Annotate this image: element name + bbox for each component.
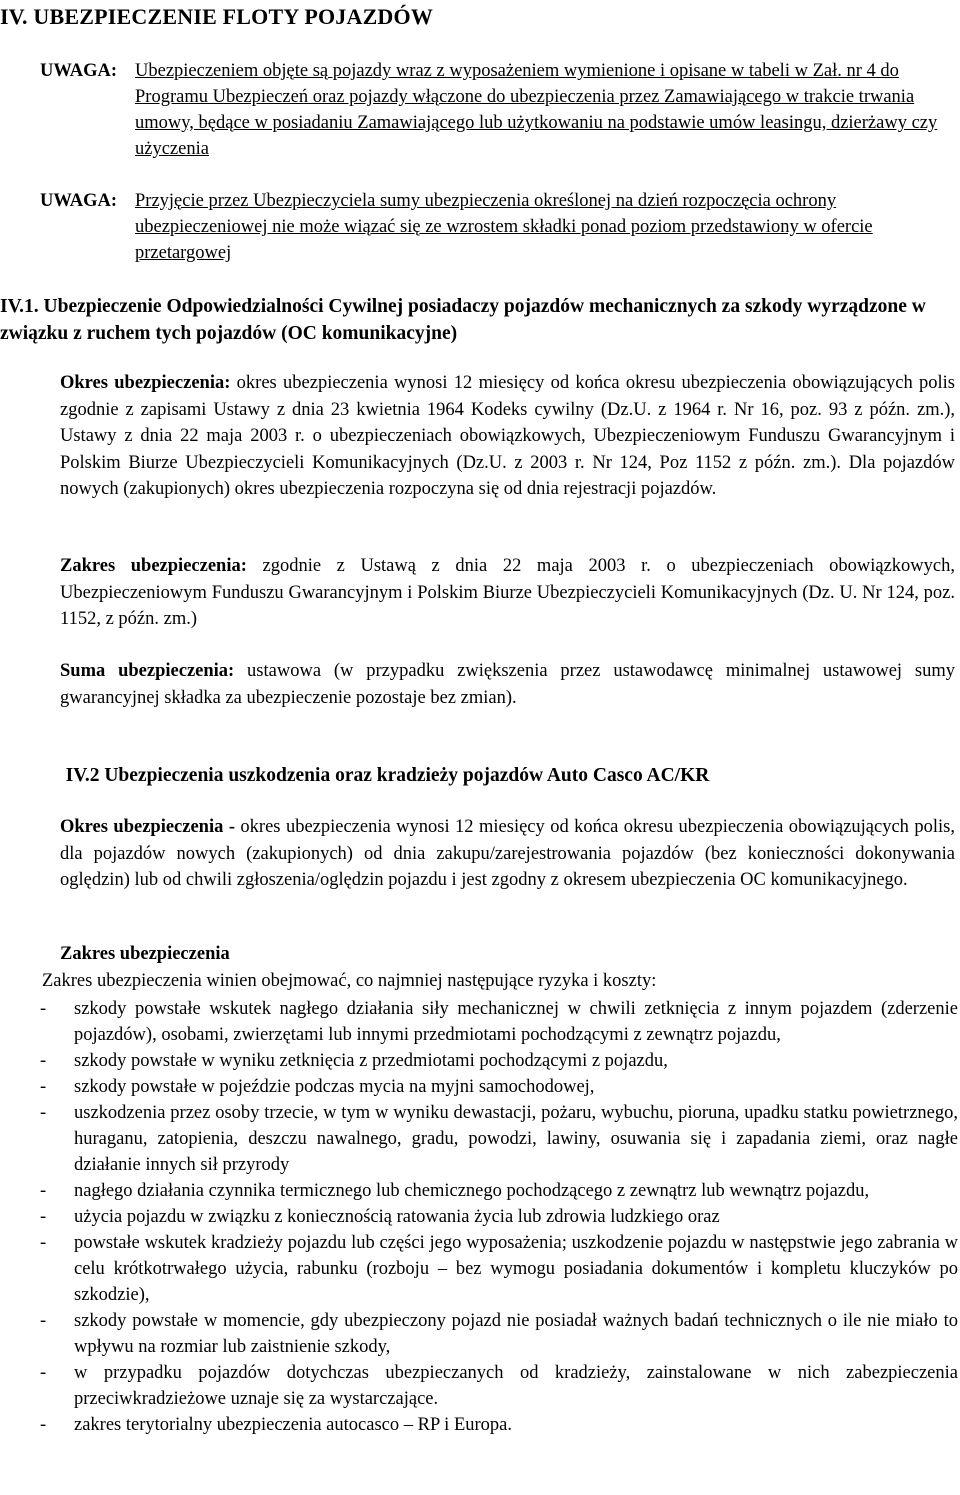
section-2-heading: IV.2 Ubezpieczenia uszkodzenia oraz kradzieży pojazdów Auto Casco AC/KR bbox=[65, 765, 710, 786]
list-dash: - bbox=[40, 1233, 47, 1253]
list-item bbox=[40, 1100, 958, 1178]
list-dash: - bbox=[40, 999, 47, 1019]
sec2-zakres-intro: Zakres ubezpieczenia winien obejmować, co najmniej następujące ryzyka i koszty: bbox=[42, 971, 657, 991]
page-heading: IV. UBEZPIECZENIE FLOTY POJAZDÓW bbox=[0, 4, 434, 29]
list-item-text: szkody powstałe w pojeździe podczas mycia na myjni samochodowej, bbox=[74, 1077, 595, 1097]
list-item-text: szkody powstałe wskutek nagłego działania siły mechanicznej w chwili zetknięcia z innym pojazdem (zderzenie pojazdów), osobami, zwierzętami lub innymi przedmiotami pochodzącymi z zewnątrz pojazdu, bbox=[74, 999, 958, 1045]
list-dash: - bbox=[40, 1311, 47, 1331]
list-item bbox=[40, 1048, 958, 1074]
list-item-text: w przypadku pojazdów dotychczas ubezpieczanych od kradzieży, zainstalowane w nich zabezpieczenia przeciwkradzieżowe uznaje się za wystarczające. bbox=[74, 1363, 958, 1409]
note-1 bbox=[40, 58, 940, 162]
list-item bbox=[40, 1074, 958, 1100]
sec2-okres-label: Okres ubezpieczenia - bbox=[60, 817, 235, 837]
note-2 bbox=[40, 188, 940, 266]
list-dash: - bbox=[40, 1181, 47, 1201]
list-dash: - bbox=[40, 1363, 47, 1383]
list-item bbox=[40, 1412, 958, 1438]
list-item-text: szkody powstałe w momencie, gdy ubezpieczony pojazd nie posiadał ważnych badań technicznych o ile nie miało to wpływu na rozmiar lub zaistnienie szkody, bbox=[74, 1311, 958, 1357]
list-item-text: nagłego działania czynnika termicznego lub chemicznego pochodzącego z zewnątrz lub wewnątrz pojazdu, bbox=[74, 1181, 870, 1201]
risk-list bbox=[40, 996, 958, 1438]
list-dash: - bbox=[40, 1103, 47, 1123]
list-item-text: szkody powstałe w wyniku zetknięcia z przedmiotami pochodzącymi z pojazdu, bbox=[74, 1051, 668, 1071]
sec1-zakres-label: Zakres ubezpieczenia: bbox=[60, 556, 247, 576]
list-item bbox=[40, 1204, 958, 1230]
sec1-okres-label: Okres ubezpieczenia: bbox=[60, 373, 231, 393]
list-item-text: uszkodzenia przez osoby trzecie, w tym w wyniku dewastacji, pożaru, wybuchu, pioruna, upadku statku powietrznego, huraganu, zatopienia, deszczu nawalnego, gradu, powodzi, lawiny, osuwania się i zapadania ziemi, oraz nagłe działanie innych sił przyrody bbox=[74, 1103, 958, 1175]
note-1-text: Ubezpieczeniem objęte są pojazdy wraz z wyposażeniem wymienione i opisane w tabeli w Zał. nr 4 do Programu Ubezpieczeń oraz pojazdy włączone do ubezpieczenia przez Zamawiającego w trakcie trwania umowy, będące w posiadaniu Zamawiającego lub użytkowaniu na podstawie umów leasingu, dzierżawy czy użyczenia bbox=[135, 61, 938, 159]
list-dash: - bbox=[40, 1077, 47, 1097]
list-item-text: zakres terytorialny ubezpieczenia autocasco – RP i Europa. bbox=[74, 1415, 512, 1435]
sec1-suma-paragraph bbox=[60, 658, 955, 711]
note-2-label: UWAGA: bbox=[40, 191, 118, 211]
note-2-text: Przyjęcie przez Ubezpieczyciela sumy ubezpieczenia określonej na dzień rozpoczęcia ochrony ubezpieczeniowej nie może wiązać się ze wzrostem składki ponad poziom przedstawiony w ofercie przetargowej bbox=[135, 191, 873, 263]
list-dash: - bbox=[40, 1415, 47, 1435]
list-dash: - bbox=[40, 1051, 47, 1071]
sec1-okres-paragraph bbox=[60, 370, 955, 503]
note-1-label: UWAGA: bbox=[40, 61, 118, 81]
list-item-text: powstałe wskutek kradzieży pojazdu lub części jego wyposażenia; uszkodzenie pojazdu w następstwie jego zabrania w celu krótkotrwałego użycia, rabunku (rozboju – bez wymogu posiadania dokumentów i kompletu kluczyków po szkodzie), bbox=[74, 1233, 958, 1305]
list-item bbox=[40, 1230, 958, 1308]
sec2-zakres-heading: Zakres ubezpieczenia bbox=[60, 944, 230, 964]
list-item bbox=[40, 1308, 958, 1360]
sec1-zakres-text: zgodnie z Ustawą z dnia 22 maja 2003 r. o ubezpieczeniach obowiązkowych, Ubezpieczeniowym Funduszu Gwarancyjnym i Polskim Biurze Ubezpieczycieli Komunikacyjnych (Dz. U. Nr 124, poz. 1152, z późn. zm.) bbox=[60, 556, 956, 629]
list-item bbox=[40, 1360, 958, 1412]
sec1-okres-text: okres ubezpieczenia wynosi 12 miesięcy od końca okresu ubezpieczenia obowiązujących polis zgodnie z zapisami Ustawy z dnia 23 kwietnia 1964 Kodeks cywilny (Dz.U. z 1964 r. Nr 16, poz. 93 z późn. zm.), Ustawy z dnia 22 maja 2003 r. o ubezpieczeniach obowiązkowych, Ubezpieczeniowym Funduszu Gwarancyjnym i Polskim Biurze Ubezpieczycieli Komunikacyjnych (Dz.U. z 2003 r. Nr 124, Poz 1152 z późn. zm.). Dla pojazdów nowych (zakupionych) okres ubezpieczenia rozpoczyna się od dnia rejestracji pojazdów. bbox=[60, 373, 955, 499]
sec1-suma-label: Suma ubezpieczenia: bbox=[60, 661, 235, 681]
sec2-okres-text: okres ubezpieczenia wynosi 12 miesięcy od końca okresu ubezpieczenia obowiązujących polis, dla pojazdów nowych (zakupionych) od dnia zakupu/zarejestrowania pojazdów (bez konieczności dokonywania oględzin) lub od chwili zgłoszenia/oględzin pojazdu i jest zgodny z okresem ubezpieczenia OC komunikacyjnego. bbox=[60, 817, 955, 890]
list-dash: - bbox=[40, 1207, 47, 1227]
list-item bbox=[40, 996, 958, 1048]
sec1-suma-text: ustawowa (w przypadku zwiększenia przez ustawodawcę minimalnej ustawowej sumy gwarancyjnej składka za ubezpieczenie pozostaje bez zmian). bbox=[60, 661, 955, 708]
sec2-okres-paragraph bbox=[60, 814, 955, 894]
sec1-zakres-paragraph bbox=[60, 553, 955, 633]
section-1-heading: IV.1. Ubezpieczenie Odpowiedzialności Cywilnej posiadaczy pojazdów mechanicznych za szkody wyrządzone w związku z ruchem tych pojazdów (OC komunikacyjne) bbox=[0, 296, 926, 344]
list-item-text: użycia pojazdu w związku z koniecznością ratowania życia lub zdrowia ludzkiego oraz bbox=[74, 1207, 720, 1227]
list-item bbox=[40, 1178, 958, 1204]
